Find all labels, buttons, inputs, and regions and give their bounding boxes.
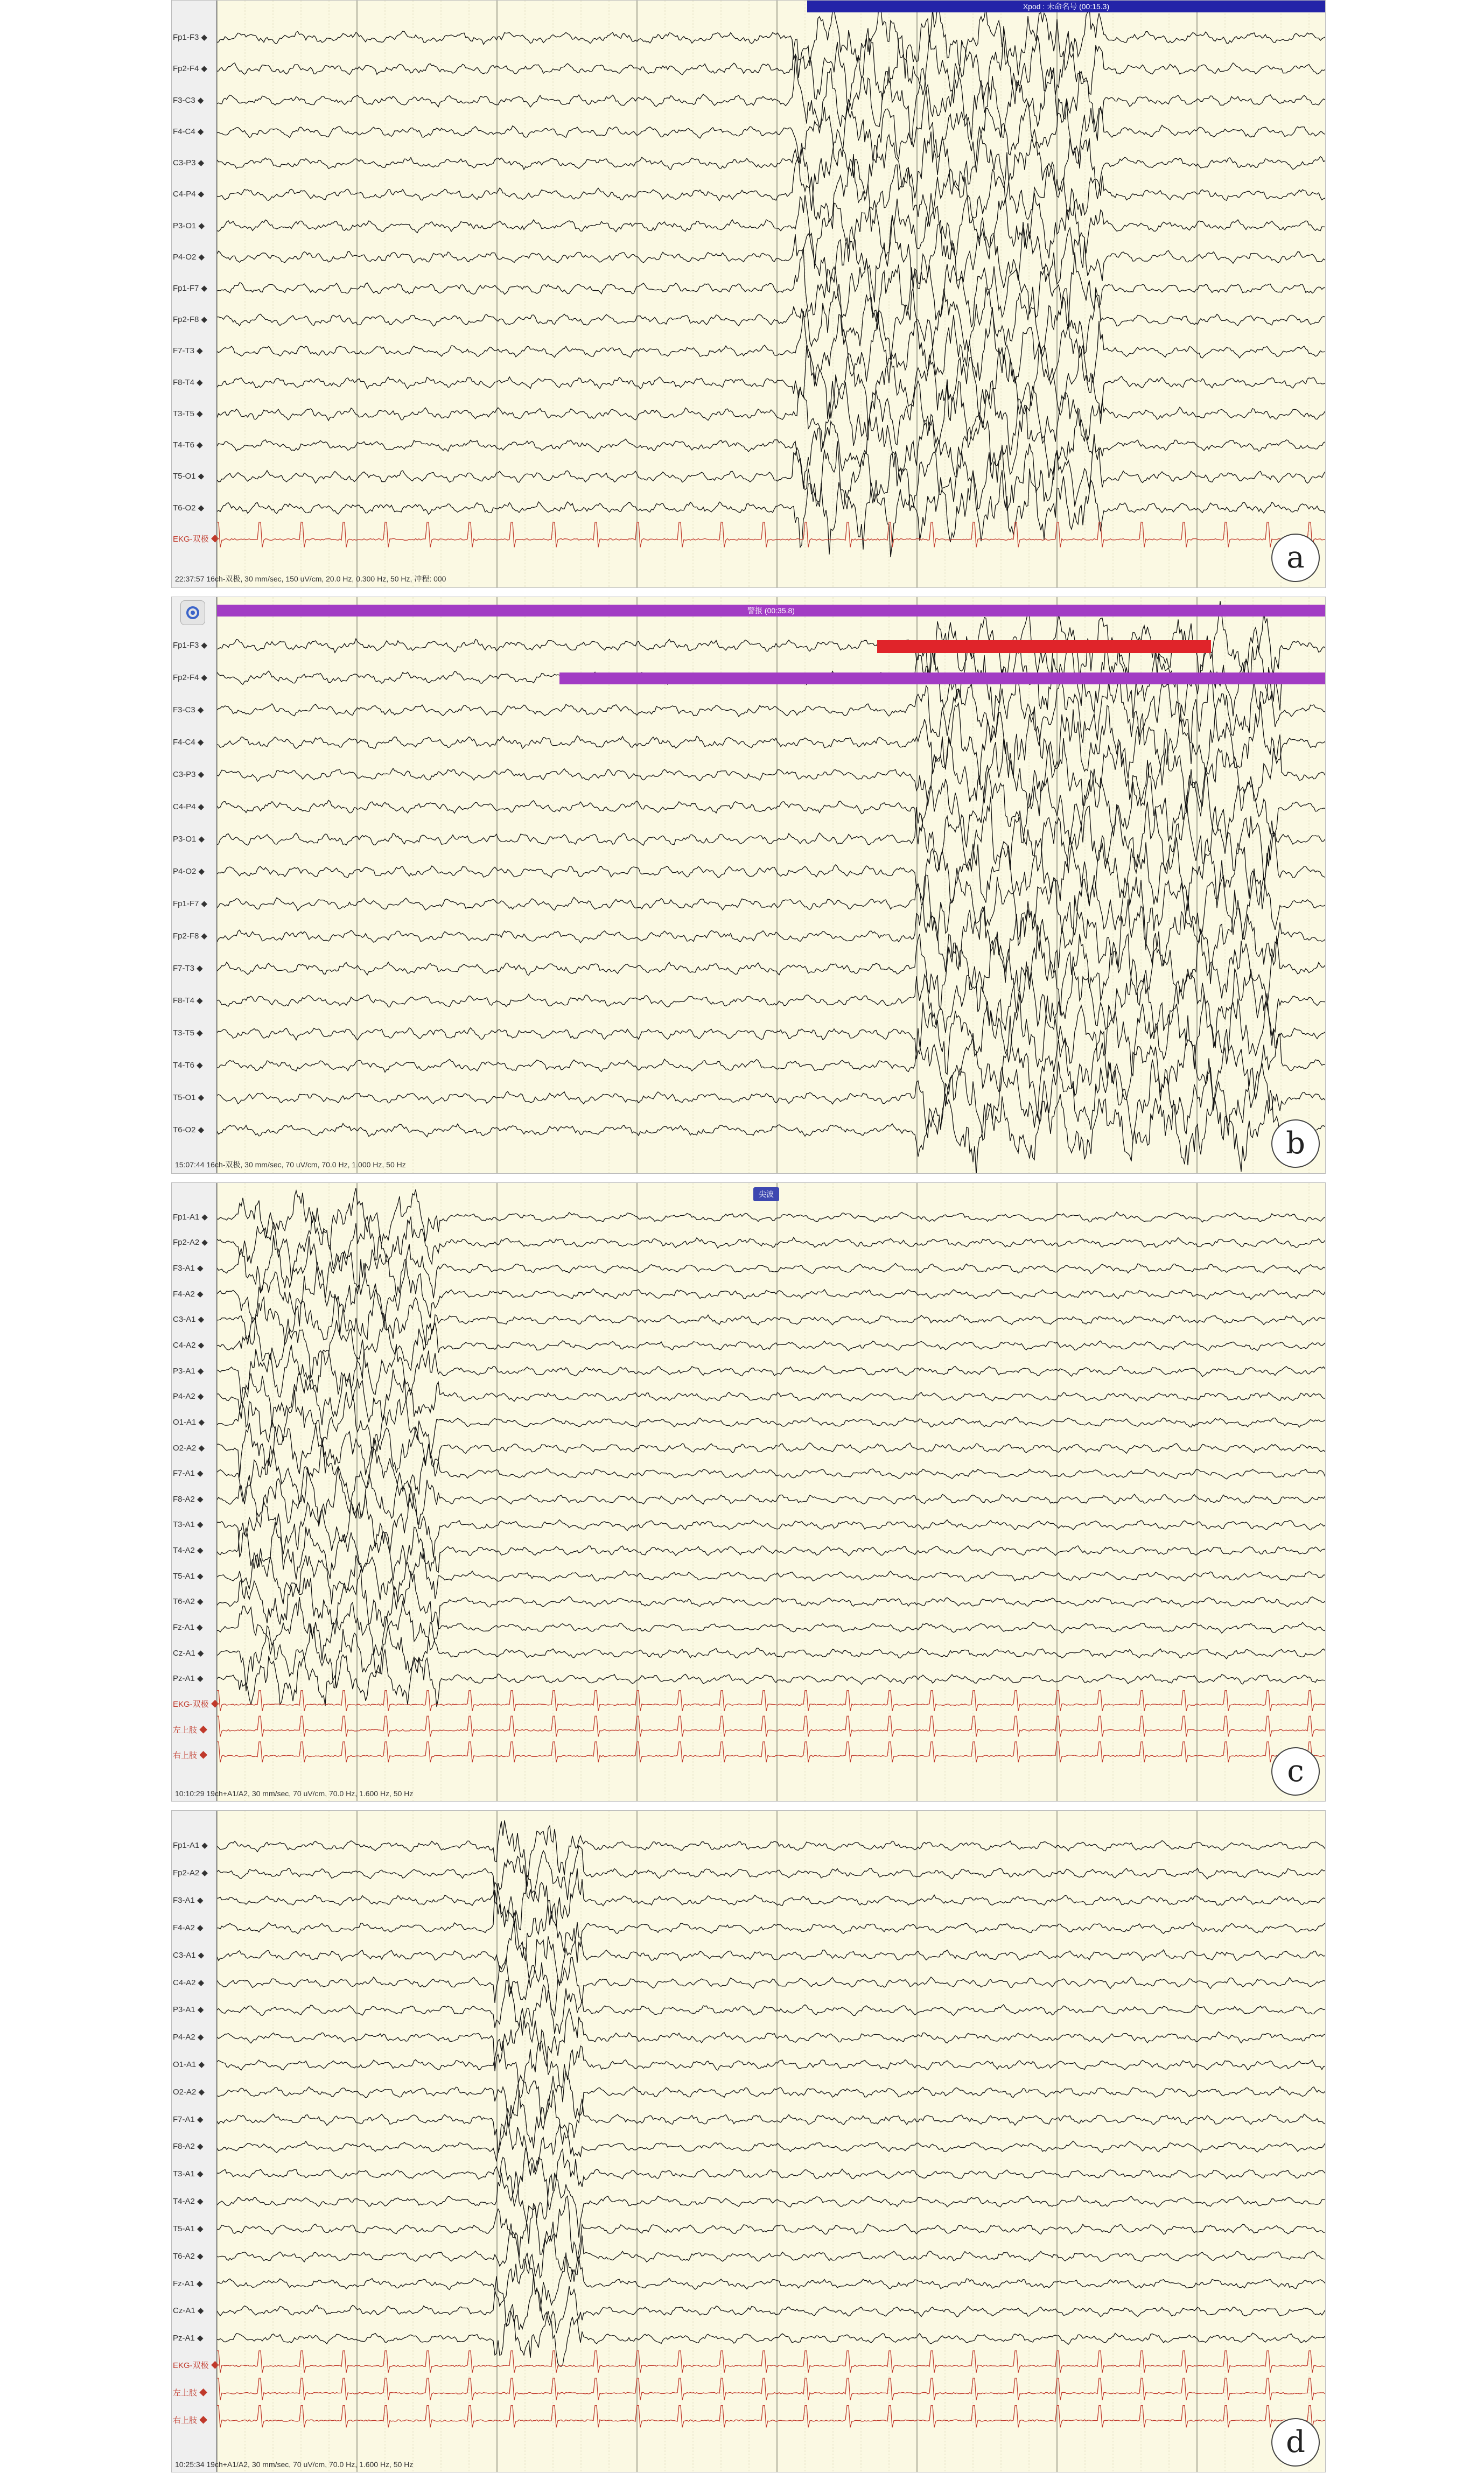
channel-label[interactable]: EKG-双极 ◆ [173, 2360, 219, 2370]
channel-label[interactable]: F8-A2 ◆ [173, 2142, 204, 2152]
channel-label[interactable]: P3-A1 ◆ [173, 2005, 204, 2015]
channel-label[interactable]: Fz-A1 ◆ [173, 1623, 203, 1632]
channel-label[interactable]: F4-A2 ◆ [173, 1289, 204, 1299]
eeg-panel-a [171, 0, 1326, 588]
alarm-bar-label: 警报 (00:35.8) [747, 606, 795, 615]
channel-label[interactable]: F3-C3 ◆ [173, 95, 204, 105]
channel-label[interactable]: P4-O2 ◆ [173, 867, 205, 876]
eeg-waveforms [217, 1183, 1325, 1801]
channel-sidebar-c [172, 1183, 217, 1801]
channel-label[interactable]: P3-O1 ◆ [173, 221, 205, 230]
channel-label[interactable]: T3-A1 ◆ [173, 1520, 204, 1530]
channel-trace [217, 522, 1325, 548]
channel-trace [217, 993, 1325, 1076]
channel-label[interactable]: Fp2-A2 ◆ [173, 1238, 208, 1248]
channel-label[interactable]: F3-A1 ◆ [173, 1264, 204, 1273]
channel-trace [217, 267, 1325, 360]
waveform-area-c[interactable] [217, 1183, 1325, 1801]
channel-label[interactable]: O1-A1 ◆ [173, 1417, 205, 1427]
channel-trace [217, 26, 1325, 113]
channel-label[interactable]: 右上肢 ◆ [173, 1751, 208, 1761]
channel-label[interactable]: T5-O1 ◆ [173, 472, 205, 481]
panel-badge-d: d [1271, 2418, 1320, 2467]
channel-label[interactable]: Fp1-F3 ◆ [173, 641, 208, 650]
channel-label[interactable]: P3-A1 ◆ [173, 1366, 204, 1376]
channel-label[interactable]: C4-P4 ◆ [173, 190, 205, 199]
channel-trace [217, 1716, 1325, 1736]
channel-trace [217, 1235, 1325, 1298]
channel-trace [217, 1691, 1325, 1711]
channel-label[interactable]: C4-A2 ◆ [173, 1341, 205, 1350]
channel-trace [217, 959, 1325, 1048]
channel-label[interactable]: T5-A1 ◆ [173, 1571, 204, 1581]
spike-annotation-label: 尖波 [759, 1190, 774, 1199]
channel-trace [217, 380, 1325, 456]
channel-trace [217, 2351, 1325, 2373]
channel-label[interactable]: Pz-A1 ◆ [173, 1674, 204, 1684]
eeg-panel-b [171, 597, 1326, 1174]
channel-trace [217, 795, 1325, 880]
channel-label[interactable]: Fp2-F8 ◆ [173, 931, 208, 941]
channel-sidebar-a [172, 1, 217, 587]
waveform-area-d[interactable] [217, 1811, 1325, 2472]
channel-label[interactable]: T3-A1 ◆ [173, 2169, 204, 2179]
channel-trace [217, 2275, 1325, 2334]
channel-label[interactable]: EKG-双极 ◆ [173, 1699, 219, 1709]
eeg-panel-c [171, 1182, 1326, 1802]
channel-label[interactable]: F7-T3 ◆ [173, 964, 203, 973]
spike-annotation-tag[interactable] [753, 1187, 779, 1201]
channel-label[interactable]: F7-T3 ◆ [173, 346, 203, 356]
channel-trace [217, 1868, 1325, 1930]
channel-label[interactable]: Fz-A1 ◆ [173, 2279, 203, 2288]
channel-label[interactable]: P3-O1 ◆ [173, 835, 205, 844]
channel-label[interactable]: 右上肢 ◆ [173, 2415, 208, 2425]
alarm-bar-b[interactable] [217, 605, 1325, 617]
channel-label[interactable]: O1-A1 ◆ [173, 2059, 205, 2069]
channel-trace [217, 2030, 1325, 2102]
channel-label[interactable]: F7-A1 ◆ [173, 1469, 204, 1479]
channel-label[interactable]: 左上肢 ◆ [173, 2388, 208, 2398]
channel-trace [217, 1420, 1325, 1478]
channel-trace [217, 2064, 1325, 2129]
channel-trace [217, 1548, 1325, 1609]
channel-trace [217, 1015, 1325, 1118]
channel-trace [217, 2222, 1325, 2278]
channel-label[interactable]: Fp1-A1 ◆ [173, 1212, 208, 1222]
channel-label[interactable]: Fp1-A1 ◆ [173, 1841, 208, 1851]
channel-trace [217, 1980, 1325, 2036]
channel-trace [217, 831, 1325, 911]
eeg-waveforms [217, 1, 1325, 587]
channel-label[interactable]: Fp1-F3 ◆ [173, 33, 208, 43]
channel-trace [217, 1370, 1325, 1428]
eeg-waveforms [217, 1811, 1325, 2472]
event-marker-red[interactable] [877, 640, 1211, 653]
channel-label[interactable]: Fp2-F8 ◆ [173, 315, 208, 325]
channel-label[interactable]: P4-A2 ◆ [173, 1392, 204, 1402]
channel-label[interactable]: C4-P4 ◆ [173, 802, 205, 811]
channel-trace [217, 89, 1325, 175]
channel-trace [217, 1649, 1325, 1707]
channel-trace [217, 1597, 1325, 1661]
channel-label[interactable]: T4-A2 ◆ [173, 1546, 204, 1556]
channel-label[interactable]: P4-A2 ◆ [173, 2033, 204, 2042]
channel-label[interactable]: T6-A2 ◆ [173, 1597, 204, 1607]
waveform-area-a[interactable] [217, 1, 1325, 587]
channel-trace [217, 307, 1325, 387]
channel-label[interactable]: Fp2-F4 ◆ [173, 673, 208, 682]
channel-trace [217, 1890, 1325, 1963]
channel-trace [217, 2406, 1325, 2428]
event-bar-label: Xpod : 未命名号 (00:15.3) [1023, 2, 1110, 11]
panel-badge-a: a [1271, 534, 1320, 582]
channel-trace [217, 248, 1325, 330]
channel-trace [217, 152, 1325, 232]
channel-sidebar-b [172, 597, 217, 1173]
channel-label[interactable]: F8-T4 ◆ [173, 996, 203, 1005]
channel-label[interactable]: F4-C4 ◆ [173, 738, 204, 747]
channel-label[interactable]: T6-O2 ◆ [173, 503, 205, 513]
channel-label[interactable]: T4-T6 ◆ [173, 440, 203, 450]
channel-label[interactable]: O2-A2 ◆ [173, 2087, 205, 2097]
channel-label[interactable]: Fp2-F4 ◆ [173, 64, 208, 74]
channel-trace [217, 2090, 1325, 2153]
channel-label[interactable]: Fp1-F7 ◆ [173, 899, 208, 908]
channel-label[interactable]: C3-A1 ◆ [173, 1950, 205, 1960]
channel-label[interactable]: F3-A1 ◆ [173, 1896, 204, 1905]
channel-trace [217, 2196, 1325, 2260]
eeg-panel-d [171, 1810, 1326, 2472]
channel-label[interactable]: F8-A2 ◆ [173, 1494, 204, 1504]
channel-label[interactable]: F8-T4 ◆ [173, 377, 203, 387]
status-line-d: 10:25:34 19ch+A1/A2, 30 mm/sec, 70 uV/cm, 70.0 Hz, 1.600 Hz, 50 Hz [175, 2460, 414, 2469]
panel-badge-c: c [1271, 1747, 1320, 1796]
channel-trace [217, 925, 1325, 1015]
channel-trace [217, 2378, 1325, 2400]
channel-trace [217, 1259, 1325, 1336]
channel-label[interactable]: Cz-A1 ◆ [173, 1648, 204, 1658]
channel-trace [217, 1921, 1325, 1988]
channel-trace [217, 2120, 1325, 2176]
channel-trace [217, 1390, 1325, 1459]
channel-label[interactable]: P4-O2 ◆ [173, 252, 205, 262]
channel-trace [217, 1211, 1325, 1280]
channel-label[interactable]: Pz-A1 ◆ [173, 2334, 204, 2343]
channel-label[interactable]: F7-A1 ◆ [173, 2114, 204, 2124]
channel-label[interactable]: Cz-A1 ◆ [173, 2306, 204, 2316]
status-line-a: 22:37:57 16ch-双极, 30 mm/sec, 150 uV/cm, 20.0 Hz, 0.300 Hz, 50 Hz, 冲程: 000 [175, 575, 446, 583]
channel-label[interactable]: T5-O1 ◆ [173, 1093, 205, 1102]
status-line-b: 15:07:44 16ch-双极, 30 mm/sec, 70 uV/cm, 70.0 Hz, 1.000 Hz, 50 Hz [175, 1160, 406, 1169]
channel-trace [217, 1493, 1325, 1558]
channel-trace [217, 188, 1325, 269]
channel-label[interactable]: O2-A2 ◆ [173, 1443, 205, 1453]
channel-label[interactable]: F4-C4 ◆ [173, 127, 204, 136]
channel-trace [217, 1820, 1325, 1887]
channel-trace [217, 127, 1325, 211]
channel-trace [217, 2008, 1325, 2071]
channel-label[interactable]: Fp2-A2 ◆ [173, 1868, 208, 1878]
channel-label[interactable]: T6-A2 ◆ [173, 2251, 204, 2261]
channel-label[interactable]: T5-A1 ◆ [173, 2224, 204, 2233]
channel-label[interactable]: C3-P3 ◆ [173, 770, 205, 779]
channel-trace [217, 344, 1325, 426]
channel-trace [217, 2253, 1325, 2311]
channel-label[interactable]: F4-A2 ◆ [173, 1923, 204, 1932]
channel-trace [217, 2171, 1325, 2244]
settings-button[interactable] [180, 600, 205, 625]
channel-trace [217, 1522, 1325, 1581]
channel-label[interactable]: T3-T5 ◆ [173, 1028, 203, 1038]
channel-sidebar-d [172, 1811, 217, 2472]
channel-label[interactable]: T3-T5 ◆ [173, 409, 203, 418]
channel-label[interactable]: T6-O2 ◆ [173, 1125, 205, 1134]
channel-label[interactable]: EKG-双极 ◆ [173, 534, 219, 544]
channel-label[interactable]: T4-A2 ◆ [173, 2197, 204, 2206]
channel-trace [217, 1438, 1325, 1504]
channel-trace [217, 1290, 1325, 1344]
status-line-c: 10:10:29 19ch+A1/A2, 30 mm/sec, 70 uV/cm, 70.0 Hz, 1.600 Hz, 50 Hz [175, 1789, 414, 1798]
channel-label[interactable]: 左上肢 ◆ [173, 1725, 208, 1735]
channel-label[interactable]: C3-P3 ◆ [173, 158, 205, 168]
channel-trace [217, 1742, 1325, 1762]
channel-label[interactable]: T4-T6 ◆ [173, 1061, 203, 1070]
channel-label[interactable]: F3-C3 ◆ [173, 705, 204, 714]
channel-label[interactable]: C3-A1 ◆ [173, 1315, 205, 1325]
channel-trace [217, 1058, 1325, 1140]
settings-gear-icon [186, 606, 199, 619]
panel-badge-b: b [1271, 1119, 1320, 1168]
event-bar-a[interactable] [807, 1, 1325, 12]
channel-label[interactable]: C4-A2 ◆ [173, 1978, 205, 1987]
channel-label[interactable]: Fp1-F7 ◆ [173, 284, 208, 293]
channel-trace [217, 1846, 1325, 1904]
event-marker-purple[interactable] [559, 672, 1325, 684]
